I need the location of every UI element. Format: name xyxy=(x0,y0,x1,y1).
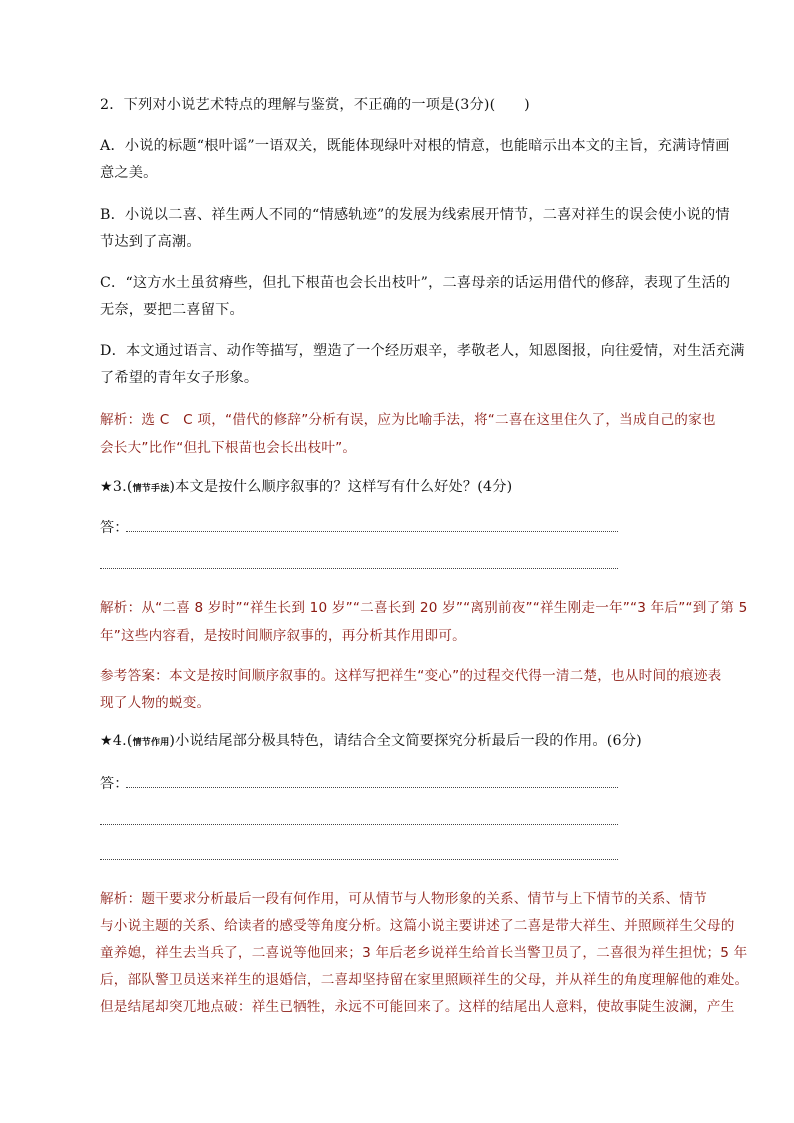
q3-answer-line-2[interactable] xyxy=(100,568,618,569)
q2-option-a-line2: 意之美。 xyxy=(100,165,158,181)
q2-analysis-line2: 会长大”比作“但扎下根苗也会长出枝叶”。 xyxy=(100,440,357,456)
q2-stem: 2．下列对小说艺术特点的理解与鉴赏，不正确的一项是(3分)( ) xyxy=(100,97,530,113)
q2-option-d-line2: 了希望的青年女子形象。 xyxy=(100,370,259,386)
q3-analysis-line2: 年”这些内容看，是按时间顺序叙事的，再分析其作用即可。 xyxy=(100,628,466,644)
q2-option-a-line1: A．小说的标题“根叶谣”一语双关，既能体现绿叶对根的情意，也能暗示出本文的主旨，充满诗情画 xyxy=(100,138,730,154)
q3-tag: 情节手法 xyxy=(132,484,170,494)
q4-tag: 情节作用 xyxy=(132,738,170,748)
q4-stem-text: )小说结尾部分极具特色，请结合全文简要探究分析最后一段的作用。(6分) xyxy=(169,733,642,749)
q4-analysis-line5: 但是结尾却突兀地点破：祥生已牺牲，永远不可能回来了。这样的结尾出人意料，使故事陡生波澜，产生 xyxy=(100,999,735,1015)
q3-reference-line2: 现了人物的蜕变。 xyxy=(100,695,211,711)
q4-answer-line-3[interactable] xyxy=(100,859,618,860)
q2-option-b-line1: B．小说以二喜、祥生两人不同的“情感轨迹”的发展为线索展开情节，二喜对祥生的误会使小说的情 xyxy=(100,207,730,223)
q2-option-c-line1: C．“这方水土虽贫瘠些，但扎下根苗也会长出枝叶”，二喜母亲的话运用借代的修辞，表现了生活的 xyxy=(100,275,731,291)
q3-stem xyxy=(100,476,512,496)
q3-answer-label: 答： xyxy=(100,520,129,536)
q3-reference-line1: 参考答案：本文是按时间顺序叙事的。这样写把祥生“变心”的过程交代得一清二楚，也从时间的痕迹表 xyxy=(100,668,722,684)
q3-answer-line-1[interactable] xyxy=(126,531,618,532)
q2-analysis-line1: 解析：选 C C 项，“借代的修辞”分析有误，应为比喻手法，将“二喜在这里住久了，当成自己的家也 xyxy=(100,412,716,428)
q4-analysis-line2: 与小说主题的关系、给读者的感受等角度分析。这篇小说主要讲述了二喜是带大祥生、并照顾祥生父母的 xyxy=(100,918,735,934)
q4-answer-line-2[interactable] xyxy=(100,824,618,825)
q2-option-c-line2: 无奈，要把二喜留下。 xyxy=(100,302,244,318)
q4-prefix: ★4.( xyxy=(100,733,133,749)
q2-option-b-line2: 节达到了高潮。 xyxy=(100,234,201,250)
q4-analysis-line1: 解析：题干要求分析最后一段有何作用，可从情节与人物形象的关系、情节与上下情节的关系、情节 xyxy=(100,891,707,907)
q4-analysis-line4: 后，部队警卫员送来祥生的退婚信，二喜却坚持留在家里照顾祥生的父母，并从祥生的角度理解他的难处。 xyxy=(100,972,749,988)
q3-analysis-line1: 解析：从“二喜 8 岁时”“祥生长到 10 岁”“二喜长到 20 岁”“离别前夜”“祥生刚走一年”“3 年后”“到了第 5 xyxy=(100,600,748,616)
q4-answer-label: 答： xyxy=(100,776,129,792)
q4-analysis-line3: 童养媳，祥生去当兵了，二喜说等他回来；3 年后老乡说祥生给首长当警卫员了，二喜很为祥生担忧；5 年 xyxy=(100,945,748,961)
q3-prefix: ★3.( xyxy=(100,479,133,495)
q4-stem xyxy=(100,730,642,750)
q4-answer-line-1[interactable] xyxy=(126,787,618,788)
q3-stem-text: )本文是按什么顺序叙事的？这样写有什么好处？(4分) xyxy=(169,479,513,495)
q2-option-d-line1: D．本文通过语言、动作等描写，塑造了一个经历艰辛，孝敬老人，知恩图报，向往爱情，对生活充满 xyxy=(100,343,745,359)
